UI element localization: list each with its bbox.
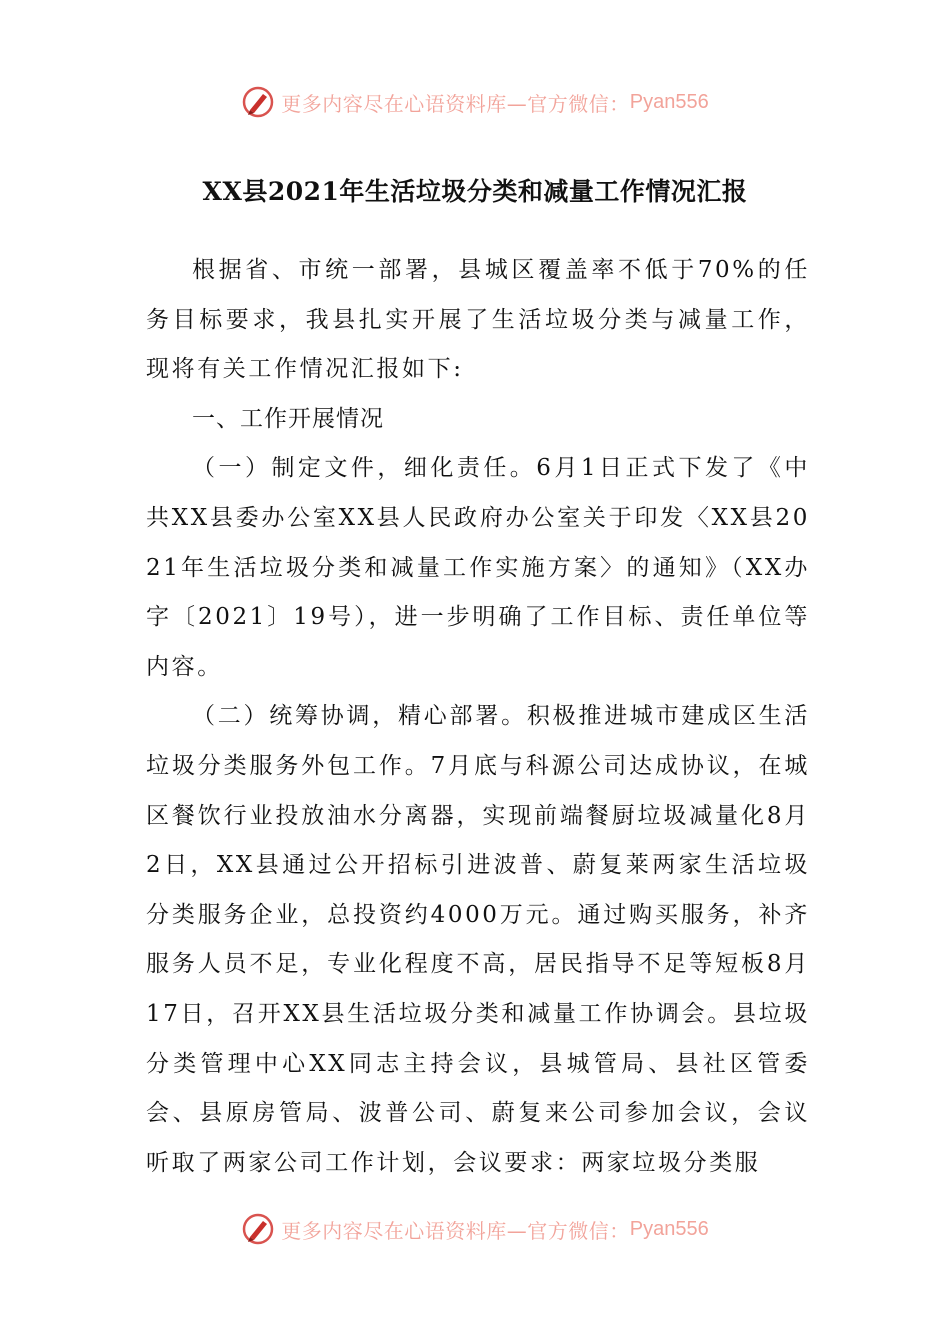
pen-logo-icon	[241, 85, 275, 119]
watermark-text: 更多内容尽在心语资料库—官方微信：	[281, 91, 630, 116]
paragraph-2: （二）统筹协调，精心部署。积极推进城市建成区生活垃圾分类服务外包工作。7月底与科源公司达成协议，在城区餐饮行业投放油水分离器，实现前端餐厨垃圾减量化8月2日，XX县通过公开招标引进波普、蔚复莱两家生活垃圾分类服务企业，总投资约4000万元。通过购买服务，补齐服务人员不足，专业化程度不高，居民指导不足等短板8月17日，召开XX县生活垃圾分类和减量工作协调会。县垃圾分类管理中心XX同志主持会议，县城管局、县社区管委会、县原房管局、波普公司、蔚复来公司参加会议，会议听取了两家公司工作计划，会议要求：两家垃圾分类服	[146, 703, 810, 1176]
watermark-footer	[0, 1209, 950, 1249]
watermark-header	[0, 82, 950, 122]
paragraph-1: （一）制定文件，细化责任。6月1日正式下发了《中共XX县委办公室XX县人民政府办公室关于印发〈XX县2021年生活垃圾分类和减量工作实施方案〉的通知》（XX办字〔2021〕19号），进一步明确了工作目标、责任单位等内容。	[146, 455, 810, 680]
watermark-wechat-id: Pyan556	[629, 1217, 709, 1240]
section-heading: 一、工作开展情况	[192, 405, 384, 432]
document-body	[146, 246, 810, 1188]
pen-logo-icon	[241, 1212, 275, 1246]
document-title: XX县2021年生活垃圾分类和减量工作情况汇报	[202, 177, 748, 206]
watermark-wechat-id: Pyan556	[629, 90, 709, 113]
intro-paragraph: 根据省、市统一部署，县城区覆盖率不低于70%的任务目标要求，我县扎实开展了生活垃圾分类与减量工作，现将有关工作情况汇报如下:	[146, 257, 810, 383]
watermark-text: 更多内容尽在心语资料库—官方微信：	[281, 1218, 630, 1243]
